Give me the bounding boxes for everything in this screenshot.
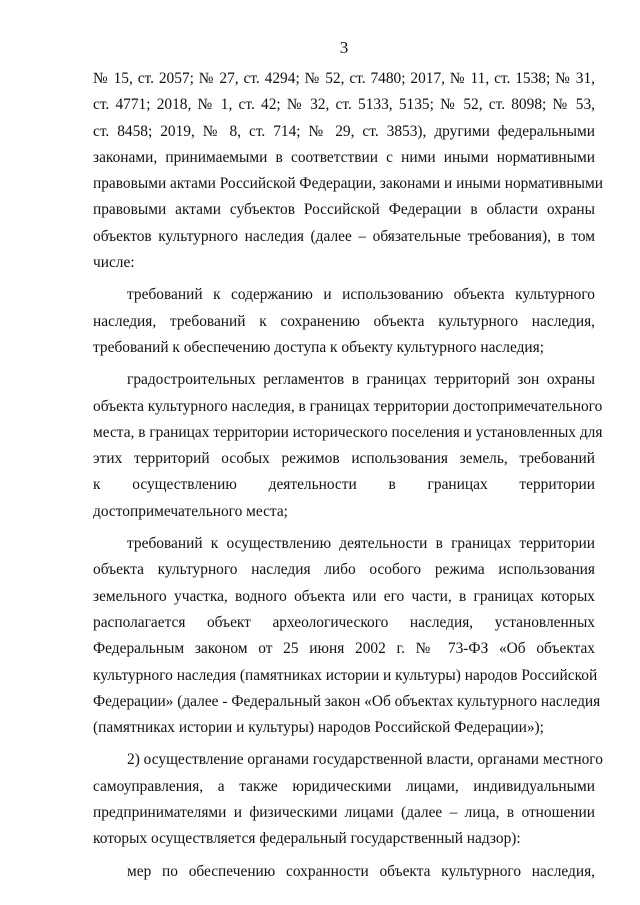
text-line: градостроительных регламентов в границах территорий зон охраны [127, 371, 595, 389]
paragraph [93, 747, 603, 852]
paragraph [93, 531, 601, 741]
text-line: наследия, требований к сохранению объекта культурного наследия, [93, 312, 595, 330]
text-line: числе: [93, 254, 135, 272]
text-line: Федерации» (далее - Федеральный закон «Об объектах культурного наследия [93, 692, 601, 710]
text-line: ст. 4771; 2018, № 1, ст. 42; № 32, ст. 5133, 5135; № 52, ст. 8098; № 53, [93, 96, 595, 114]
page-number: 3 [339, 38, 349, 57]
text-line: которых осуществляется федеральный государственный надзор): [93, 830, 521, 848]
paragraph [93, 367, 603, 525]
text-line: места, в границах территории исторического поселения и установленных для [93, 423, 603, 441]
text-line: предпринимателями и физическими лицами (далее – лица, в отношении [93, 804, 595, 822]
text-line: законами, принимаемыми в соответствии с ними иными нормативными [93, 148, 595, 166]
text-line: № 15, ст. 2057; № 27, ст. 4294; № 52, ст. 7480; 2017, № 11, ст. 1538; № 31, [93, 70, 595, 87]
text-line: требований к обеспечению доступа к объекту культурного наследия; [93, 338, 544, 356]
text-line: к осуществлению деятельности в границах территории [93, 476, 595, 494]
text-line: культурного наследия (памятниках истории и культуры) народов Российской [93, 666, 598, 684]
text-line: объекта культурного наследия, в границах территории достопримечательного [93, 397, 603, 415]
paragraph [93, 282, 595, 361]
text-line: правовыми актами Российской Федерации, законами и иными нормативными [93, 175, 603, 193]
text-line: Федеральным законом от 25 июня 2002 г. № 73-ФЗ «Об объектах [93, 640, 595, 658]
text-line: объекта культурного наследия либо особого режима использования [93, 561, 595, 579]
paragraph [93, 66, 603, 276]
text-line: земельного участка, водного объекта или его части, в границах которых [93, 587, 595, 605]
text-line: располагается объект археологического наследия, установленных [93, 613, 595, 631]
text-line: ст. 8458; 2019, № 8, ст. 714; № 29, ст. 3853), другими федеральными [93, 122, 595, 140]
paragraph [93, 859, 595, 885]
text-line: требований к осуществлению деятельности в границах территории [127, 535, 595, 553]
text-line: объектов культурного наследия (далее – обязательные требования), в том [93, 227, 595, 245]
text-line: этих территорий особых режимов использования земель, требований [93, 450, 595, 468]
text-line: самоуправления, а также юридическими лицами, индивидуальными [93, 777, 595, 795]
document-body [93, 66, 603, 885]
text-line: достопримечательного места; [93, 502, 288, 520]
text-line: мер по обеспечению сохранности объекта культурного наследия, [127, 862, 595, 880]
text-line: 2) осуществление органами государственной власти, органами местного [127, 751, 603, 769]
text-line: требований к содержанию и использованию объекта культурного [127, 286, 595, 304]
text-line: (памятниках истории и культуры) народов Российской Федерации»); [93, 719, 544, 737]
text-line: правовыми актами субъектов Российской Федерации в области охраны [93, 201, 595, 219]
